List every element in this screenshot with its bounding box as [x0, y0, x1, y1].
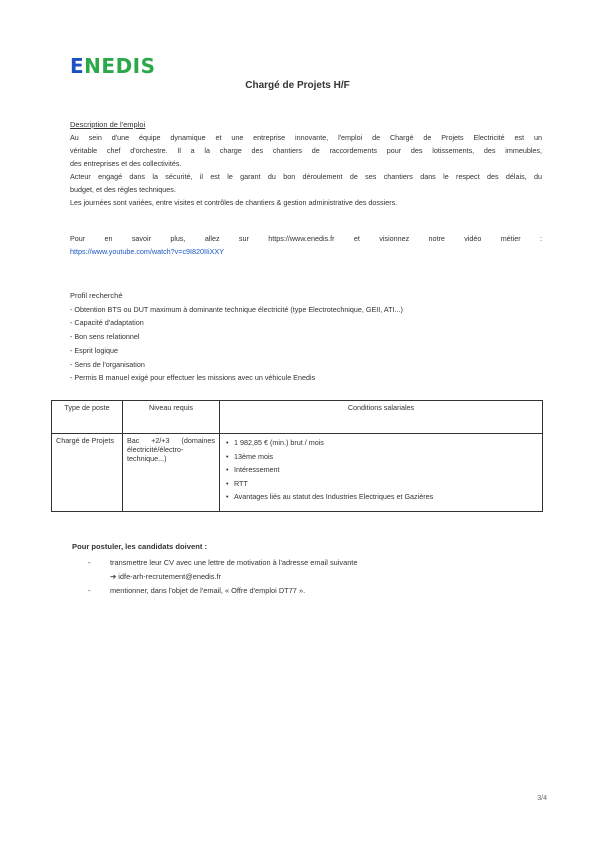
condition-item: • RTT — [224, 477, 538, 491]
email-row — [88, 570, 357, 584]
description-line: des entreprises et des collectivités. — [70, 159, 182, 168]
profile-section — [70, 289, 542, 385]
table-header-row — [52, 401, 543, 434]
description-line: véritable chef d'orchestre. Il a la charge des chantiers de raccordements pour des lotissements, des immeubles, — [70, 146, 542, 155]
description-line: Au sein d'une équipe dynamique et une entreprise innovante, l'emploi de Chargé de Projets Electricité est un — [70, 133, 542, 142]
apply-step-text: mentionner, dans l'objet de l'email, « Offre d'emploi DT77 ». — [110, 586, 306, 595]
description-section — [70, 118, 542, 209]
description-line: budget, et des règles techniques. — [70, 185, 176, 194]
description-heading: Description de l'emploi — [70, 120, 146, 129]
email-address[interactable]: idfe-arh-recrutement@enedis.fr — [118, 572, 222, 581]
apply-step-text: transmettre leur CV avec une lettre de motivation à l'adresse email suivante — [110, 558, 358, 567]
cell-type: Chargé de Projets — [52, 434, 123, 512]
arrow-icon: ➔ — [110, 572, 117, 581]
profile-item: - Obtention BTS ou DUT maximum à dominante technique électricité (type Electrotechnique, GEII, ATI...) — [70, 304, 403, 314]
more-info-text: Pour en savoir plus, allez sur https://www.enedis.fr et visionnez notre vidéo métier : — [70, 234, 542, 243]
dash-bullet: - — [88, 558, 91, 567]
more-info — [70, 232, 542, 258]
cell-conditions — [220, 434, 543, 512]
header-conditions: Conditions salariales — [220, 401, 543, 434]
apply-steps — [88, 556, 357, 598]
header-niveau: Niveau requis — [123, 401, 220, 434]
page-number: 3/4 — [537, 795, 547, 802]
header-type: Type de poste — [52, 401, 123, 434]
condition-item: • Intéressement — [224, 463, 538, 477]
description-line: Acteur engagé dans la sécurité, il est le garant du bon déroulement de ses chantiers dans le respect des délais, du — [70, 172, 542, 181]
cell-niveau: Bac +2/+3 (domaines électricité/électro-technique...) — [123, 434, 220, 512]
dash-bullet: - — [88, 586, 91, 595]
enedis-logo: ENEDIS — [70, 54, 156, 78]
description-line: Les journées sont variées, entre visites et contrôles de chantiers & gestion administrative des dossiers. — [70, 198, 398, 207]
table-row — [52, 434, 543, 512]
apply-step — [88, 556, 357, 570]
profile-item: - Esprit logique — [70, 345, 118, 355]
apply-step — [88, 584, 357, 598]
condition-item: • Avantages liés au statut des Industries Electriques et Gazières — [224, 490, 538, 504]
profile-item: - Sens de l'organisation — [70, 359, 145, 369]
apply-heading: Pour postuler, les candidats doivent : — [72, 542, 208, 551]
profile-item: - Capacité d'adaptation — [70, 318, 144, 328]
profile-item: - Bon sens relationnel — [70, 332, 140, 342]
profile-heading: Profil recherché — [70, 291, 123, 300]
video-link[interactable]: https://www.youtube.com/watch?v=c9I820IIiXXY — [70, 247, 225, 256]
conditions-table — [51, 400, 543, 512]
profile-item: - Permis B manuel exigé pour effectuer les missions avec un véhicule Enedis — [70, 373, 316, 383]
condition-item: • 1 982,85 € (min.) brut / mois — [224, 436, 538, 450]
condition-item: • 13ème mois — [224, 450, 538, 464]
page-title: Chargé de Projets H/F — [245, 80, 350, 91]
